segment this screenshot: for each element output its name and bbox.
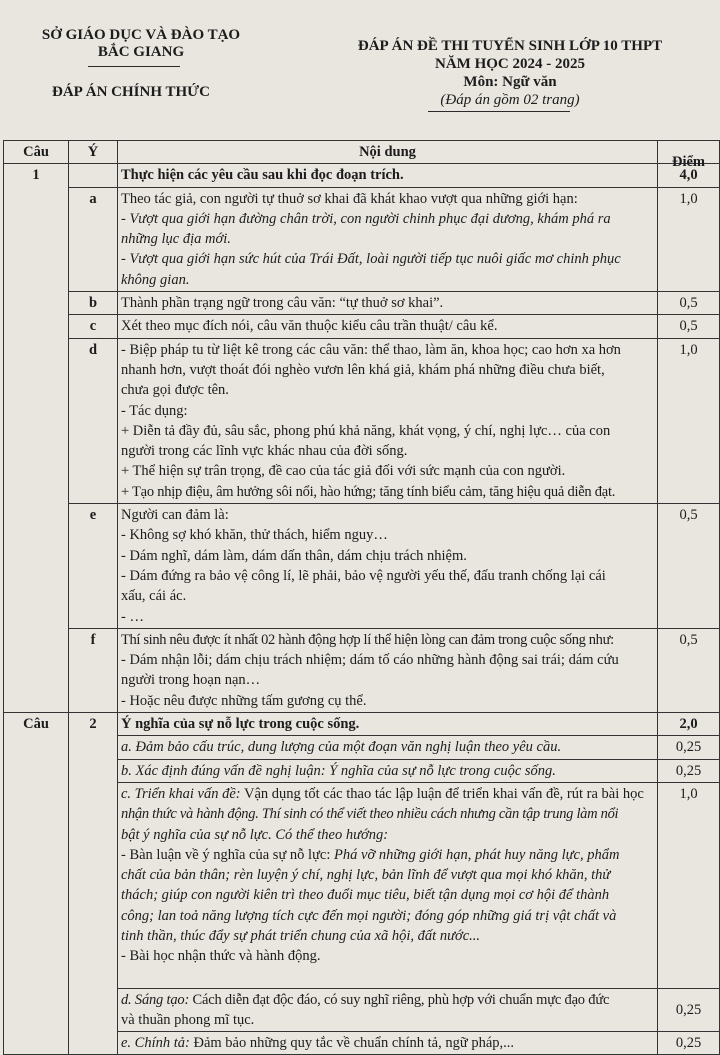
q2-c-spacer [121, 967, 654, 987]
q2-b-points: 0,25 [658, 759, 720, 782]
q2-b-content: b. Xác định đúng vấn đề nghị luận: Ý nghĩa của sự nỗ lực trong cuộc sống. [118, 759, 658, 782]
item-d-line: + Diễn tả đầy đủ, sâu sắc, phong phú khả năng, khát vọng, ý chí, nghị lực… của con [121, 422, 611, 439]
item-e-line: - Không sợ khó khăn, thử thách, hiểm nguy… [121, 527, 388, 544]
item-d-line: + Thể hiện sự trân trọng, đề cao của tác giả đối với sức mạnh của con người. [121, 463, 566, 480]
q2-a-points: 0,25 [658, 736, 720, 759]
item-c-points: 0,5 [658, 315, 720, 338]
q2-c-line [121, 845, 654, 865]
item-f-line: - Dám nhận lỗi; dám chịu trách nhiệm; dám tố cáo những hành động sai trái; dám cứu [121, 652, 619, 669]
table-row [4, 187, 720, 291]
q2-a-content: a. Đảm bảo cấu trúc, dung lượng của một đoạn văn nghị luận theo yêu cầu. [118, 736, 658, 759]
q2-c-line: tinh thần, thúc đẩy sự phát triển chung của xã hội, đất nước... [121, 927, 481, 944]
q2-d-line: và thuần phong mĩ tục. [121, 1011, 255, 1028]
q2-e-label: e. Chính tả: [121, 1035, 190, 1052]
item-c-content: Xét theo mục đích nói, câu văn thuộc kiểu câu trần thuật/ câu kể. [118, 315, 658, 338]
q2-c-label: c. Triển khai vấn đề: [121, 785, 241, 802]
subject-label: Môn: Ngữ văn [463, 74, 557, 90]
item-a-line: Theo tác giả, con người tự thuở sơ khai đã khát khao vượt qua những giới hạn: [121, 190, 578, 207]
q2-c-content [118, 782, 658, 988]
q2-e-content [118, 1032, 658, 1055]
answer-table [3, 140, 720, 1055]
document-title: ĐÁP ÁN ĐỀ THI TUYỂN SINH LỚP 10 THPT [357, 38, 663, 54]
question-1-title: Thực hiện các yêu cầu sau khi đọc đoạn trích. [118, 164, 658, 187]
item-d-line: nhanh hơn, vượt thoát đói nghèo vươn lên khá giả, khám phá những điều chưa biết, [121, 361, 605, 378]
q2-d-text: Cách diễn đạt độc đáo, có suy nghĩ riêng, phù hợp với chuẩn mực đạo đức [189, 991, 610, 1008]
question-2-number: 2 [69, 713, 118, 1055]
item-e-line: - Dám đứng ra bảo vệ công lí, lẽ phải, bảo vệ người yếu thế, đấu tranh chống lại cái [121, 567, 606, 584]
item-d-line: - Tác dụng: [121, 402, 188, 419]
item-a-content [118, 187, 658, 291]
department-underline [88, 66, 180, 67]
q2-d-line [121, 990, 654, 1010]
department-line1: SỞ GIÁO DỤC VÀ ĐÀO TẠO [41, 27, 241, 43]
table-row [4, 504, 720, 629]
item-d-line: chưa gọi được tên. [121, 382, 229, 399]
item-f-points: 0,5 [658, 628, 720, 712]
question-1-number: 1 [4, 164, 69, 713]
question-2-points: 2,0 [658, 713, 720, 736]
item-b-points: 0,5 [658, 292, 720, 315]
item-label: e [69, 504, 118, 629]
item-e-line: - … [121, 608, 144, 625]
item-d-line: - Biệp pháp tu từ liệt kê trong các câu văn: thể thao, làm ăn, khoa học; cao hơn xa hơn [121, 341, 621, 358]
table-row [4, 338, 720, 503]
header-points: Điểm [658, 141, 720, 164]
empty-cell [69, 164, 118, 187]
item-f-line: Thí sinh nêu được ít nhất 02 hành động hợp lí thể hiện lòng can đảm trong cuộc sống như: [121, 631, 614, 648]
page-count-note: (Đáp án gồm 02 trang) [440, 92, 580, 108]
q2-c-points: 1,0 [658, 782, 720, 988]
item-label: b [69, 292, 118, 315]
item-label: a [69, 187, 118, 291]
q2-c-line: - Bài học nhận thức và hành động. [121, 948, 321, 965]
item-e-content [118, 504, 658, 629]
q2-d-content [118, 988, 658, 1032]
item-a-points: 1,0 [658, 187, 720, 291]
item-f-line: người trong hoạn nạn… [121, 672, 261, 689]
table-row [4, 713, 720, 736]
header-y: Ý [69, 141, 118, 164]
item-d-line: người trong các lĩnh vực khác nhau của đời sống. [121, 443, 408, 460]
title-underline [428, 111, 570, 112]
item-d-points: 1,0 [658, 338, 720, 503]
q2-e-text: Đảm bảo những quy tắc về chuẩn chính tả, ngữ pháp,... [189, 1035, 515, 1052]
item-a-line: - Vượt qua giới hạn đường chân trời, con người chinh phục đại dương, khám phá ra [121, 210, 611, 227]
table-row [4, 315, 720, 338]
item-f-line: - Hoặc nêu được những tấm gương cụ thể. [121, 692, 367, 709]
department-name [28, 27, 254, 61]
q2-c-line: bật ý nghĩa của sự nỗ lực. Có thể theo hướng: [121, 826, 389, 843]
item-a-line: - Vượt qua giới hạn sức hút của Trái Đất, loài người tiếp tục nuôi giấc mơ chinh phục [121, 251, 621, 268]
item-e-line: Người can đảm là: [121, 507, 229, 524]
question-1-points: 4,0 [658, 164, 720, 187]
question-2-title: Ý nghĩa của sự nỗ lực trong cuộc sống. [118, 713, 658, 736]
item-e-points: 0,5 [658, 504, 720, 629]
item-b-content: Thành phần trạng ngữ trong câu văn: “tự thuở sơ khai”. [118, 292, 658, 315]
table-header-row [4, 141, 720, 164]
q2-c-label: - Bàn luận về ý nghĩa của sự nỗ lực: [121, 846, 331, 863]
item-e-line: - Dám nghĩ, dám làm, dám dấn thân, dám chịu trách nhiệm. [121, 547, 467, 564]
q2-d-points: 0,25 [658, 988, 720, 1032]
school-year: NĂM HỌC 2024 - 2025 [435, 56, 585, 72]
table-row [4, 628, 720, 712]
q2-c-line [121, 784, 654, 804]
item-label: d [69, 338, 118, 503]
question-2-cau: Câu [4, 713, 69, 1055]
header-cau: Câu [4, 141, 69, 164]
item-label: c [69, 315, 118, 338]
q2-c-line: nhận thức và hành động. Thí sinh có thể viết theo nhiều cách nhưng cần tập trung làm nổi [121, 806, 619, 823]
header-content: Nội dung [118, 141, 658, 164]
q2-e-points: 0,25 [658, 1032, 720, 1055]
item-f-content [118, 628, 658, 712]
q2-c-line: thách; giúp con người kiên trì theo đuổi mục tiêu, biết tận dụng mọi cơ hội để thành [121, 887, 610, 904]
item-e-line: xấu, cái ác. [121, 588, 187, 605]
item-a-line: những lục địa mới. [121, 231, 231, 248]
q2-c-line: công; lan toả năng lượng tích cực đến mọi người; đóng góp những giá trị vật chất và [121, 907, 617, 924]
item-label: f [69, 628, 118, 712]
table-row [4, 292, 720, 315]
official-answer-label: ĐÁP ÁN CHÍNH THỨC [52, 84, 210, 100]
q2-c-line: chất của bản thân; rèn luyện ý chí, nghị lực, bản lĩnh để vượt qua mọi khó khăn, thử [121, 867, 611, 884]
q2-c-text: Vận dụng tốt các thao tác lập luận để triển khai vấn đề, rút ra bài học [240, 785, 644, 802]
q2-c-text: Phá vỡ những giới hạn, phát huy năng lực, phẩm [330, 846, 620, 863]
department-line2: BẮC GIANG [97, 44, 185, 60]
q2-d-label: d. Sáng tạo: [121, 991, 190, 1008]
table-row [4, 164, 720, 187]
item-d-line: + Tạo nhịp điệu, âm hưởng sôi nổi, hào hứng; tăng tính biểu cảm, tăng hiệu quả diễn đạt. [121, 483, 616, 500]
item-a-line: không gian. [121, 271, 190, 288]
item-d-content [118, 338, 658, 503]
